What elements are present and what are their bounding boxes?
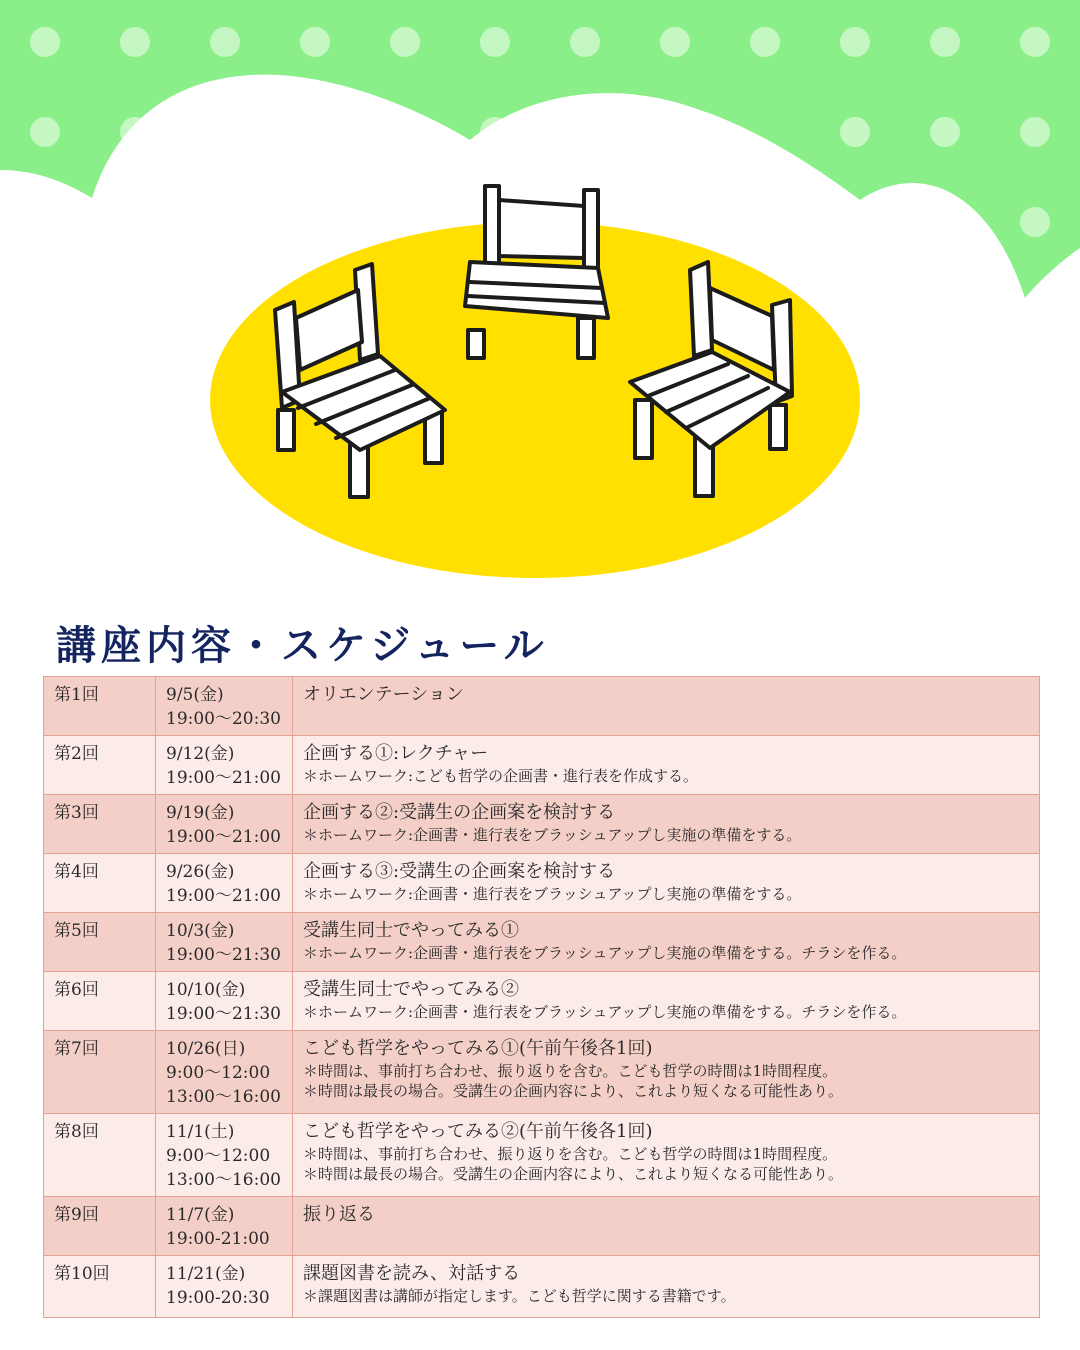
schedule-row xyxy=(44,677,1040,736)
schedule-row xyxy=(44,854,1040,913)
schedule-row xyxy=(44,736,1040,795)
session-datetime xyxy=(156,736,293,795)
session-number: 第8回 xyxy=(44,1114,156,1197)
session-title: 受講生同士でやってみる① xyxy=(303,920,519,941)
header-illustration xyxy=(0,0,1080,600)
session-datetime xyxy=(156,1256,293,1318)
session-note: ＊ホームワーク:企画書・進行表をブラッシュアップし実施の準備をする。チラシを作る。 xyxy=(303,1003,907,1021)
session-time: 19:00〜21:30 xyxy=(166,945,281,965)
session-time: 9:00〜12:00 xyxy=(166,1146,271,1166)
session-note: ＊ホームワーク:企画書・進行表をブラッシュアップし実施の準備をする。 xyxy=(303,826,802,844)
session-date: 10/10(金) xyxy=(166,980,246,1000)
session-content xyxy=(293,795,1040,854)
schedule-row xyxy=(44,1114,1040,1197)
session-content xyxy=(293,854,1040,913)
session-date: 10/3(金) xyxy=(166,921,235,941)
session-time: 19:00〜21:00 xyxy=(166,768,281,788)
session-time: 13:00〜16:00 xyxy=(166,1170,281,1190)
session-content xyxy=(293,1256,1040,1318)
session-note: ＊時間は、事前打ち合わせ、振り返りを含む。こども哲学の時間は1時間程度。 xyxy=(303,1145,838,1163)
session-datetime xyxy=(156,972,293,1031)
session-datetime xyxy=(156,795,293,854)
session-title: こども哲学をやってみる②(午前午後各1回) xyxy=(303,1121,653,1142)
session-time: 19:00〜21:00 xyxy=(166,827,281,847)
schedule-row xyxy=(44,913,1040,972)
session-number: 第5回 xyxy=(44,913,156,972)
session-note: ＊ホームワーク:こども哲学の企画書・進行表を作成する。 xyxy=(303,767,699,785)
session-date: 9/12(金) xyxy=(166,744,235,764)
session-time: 9:00〜12:00 xyxy=(166,1063,271,1083)
session-note: ＊課題図書は講師が指定します。こども哲学に関する書籍です。 xyxy=(303,1287,736,1305)
session-title: 企画する②:受講生の企画案を検討する xyxy=(303,802,616,823)
session-number: 第6回 xyxy=(44,972,156,1031)
session-title: 企画する③:受講生の企画案を検討する xyxy=(303,861,616,882)
session-note: ＊ホームワーク:企画書・進行表をブラッシュアップし実施の準備をする。 xyxy=(303,885,802,903)
session-content xyxy=(293,736,1040,795)
session-date: 9/5(金) xyxy=(166,685,224,705)
schedule-row xyxy=(44,1031,1040,1114)
session-datetime xyxy=(156,854,293,913)
session-title: 企画する①:レクチャー xyxy=(303,743,489,764)
session-content xyxy=(293,913,1040,972)
session-datetime xyxy=(156,1031,293,1114)
session-number: 第4回 xyxy=(44,854,156,913)
page-title: 講座内容・スケジュール xyxy=(56,623,549,669)
session-content xyxy=(293,677,1040,736)
session-time: 19:00-20:30 xyxy=(166,1288,270,1308)
session-content xyxy=(293,1197,1040,1256)
session-title: こども哲学をやってみる①(午前午後各1回) xyxy=(303,1038,653,1059)
session-number: 第3回 xyxy=(44,795,156,854)
session-note: ＊ホームワーク:企画書・進行表をブラッシュアップし実施の準備をする。チラシを作る。 xyxy=(303,944,907,962)
session-note: ＊時間は、事前打ち合わせ、振り返りを含む。こども哲学の時間は1時間程度。 xyxy=(303,1062,838,1080)
session-datetime xyxy=(156,677,293,736)
session-time: 19:00〜20:30 xyxy=(166,709,281,729)
session-date: 11/1(土) xyxy=(166,1122,235,1142)
schedule-row xyxy=(44,1256,1040,1318)
session-content xyxy=(293,1114,1040,1197)
session-number: 第9回 xyxy=(44,1197,156,1256)
session-title: 課題図書を読み、対話する xyxy=(303,1263,521,1284)
schedule-table xyxy=(43,676,1040,1318)
session-content xyxy=(293,972,1040,1031)
session-number: 第2回 xyxy=(44,736,156,795)
session-number: 第7回 xyxy=(44,1031,156,1114)
session-note: ＊時間は最長の場合。受講生の企画内容により、これより短くなる可能性あり。 xyxy=(303,1082,844,1100)
session-date: 11/21(金) xyxy=(166,1264,246,1284)
session-title: 振り返る xyxy=(303,1204,375,1225)
session-number: 第10回 xyxy=(44,1256,156,1318)
session-title: オリエンテーション xyxy=(303,684,464,705)
session-title: 受講生同士でやってみる② xyxy=(303,979,519,1000)
session-content xyxy=(293,1031,1040,1114)
session-time: 19:00〜21:00 xyxy=(166,886,281,906)
session-time: 19:00-21:00 xyxy=(166,1229,270,1249)
session-date: 9/19(金) xyxy=(166,803,235,823)
session-datetime xyxy=(156,913,293,972)
schedule-row xyxy=(44,1197,1040,1256)
schedule-row xyxy=(44,972,1040,1031)
session-number: 第1回 xyxy=(44,677,156,736)
session-datetime xyxy=(156,1197,293,1256)
session-time: 19:00〜21:30 xyxy=(166,1004,281,1024)
schedule-row xyxy=(44,795,1040,854)
session-date: 9/26(金) xyxy=(166,862,235,882)
session-datetime xyxy=(156,1114,293,1197)
session-time: 13:00〜16:00 xyxy=(166,1087,281,1107)
session-date: 11/7(金) xyxy=(166,1205,235,1225)
session-date: 10/26(日) xyxy=(166,1039,246,1059)
session-note: ＊時間は最長の場合。受講生の企画内容により、これより短くなる可能性あり。 xyxy=(303,1165,844,1183)
